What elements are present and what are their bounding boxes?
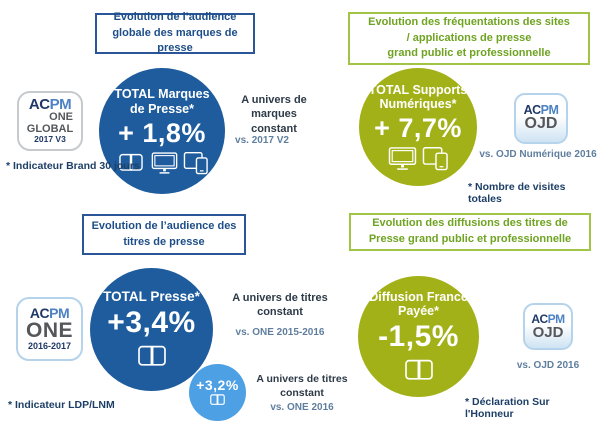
header-frequentations-sites <box>348 12 590 65</box>
kpi-title-line: Payée* <box>397 304 439 319</box>
header-audience-marques <box>95 10 255 55</box>
tablet-phone-icon <box>183 151 209 175</box>
aside-line: A univers de titres <box>256 373 348 385</box>
header-line: Evolution de l’audience des <box>91 219 237 232</box>
monitor-icon <box>151 151 178 175</box>
kpi-title <box>369 83 468 113</box>
header-line: Presse grand public et professionnelle <box>368 233 572 245</box>
header-line: Evolution de l’audience <box>113 10 237 23</box>
acpm-ojd-logo <box>523 303 573 350</box>
vs-ojd-numerique-2016: vs. OJD Numérique 2016 <box>479 149 597 160</box>
acpm-wordmark <box>531 313 564 325</box>
kpi-value: +3,2% <box>196 376 239 393</box>
acpm-pm: PM <box>547 311 565 326</box>
footnote-declaration-honneur: * Déclaration Sur l'Honneur <box>465 396 550 420</box>
kpi-value: + 1,8% <box>118 117 206 148</box>
header-line: / applications de presse <box>406 31 532 44</box>
kpi-title-line: TOTAL Marques <box>114 87 210 102</box>
acpm-ac: AC <box>531 311 548 326</box>
open-book-icon <box>401 357 437 384</box>
aside-line: A univers de marques <box>241 94 307 121</box>
acpm-pm: PM <box>49 96 72 114</box>
kpi-circle-total-marques <box>99 68 225 194</box>
logo-ojd: OJD <box>524 115 558 133</box>
kpi-value: -1,5% <box>378 320 459 353</box>
acpm-wordmark <box>29 97 71 112</box>
logo-one: ONE <box>25 319 73 343</box>
acpm-one-logo <box>16 297 83 361</box>
logo-2016-2017: 2016-2017 <box>27 341 72 352</box>
kpi-title-line: de Presse* <box>130 101 194 116</box>
acpm-one-global-logo <box>17 91 83 151</box>
vs-one-2016: vs. ONE 2016 <box>270 402 334 413</box>
logo-global: GLOBAL <box>26 122 74 135</box>
vs-one-2015-2016: vs. ONE 2015-2016 <box>235 327 325 338</box>
vs-ojd-2016: vs. OJD 2016 <box>516 360 580 371</box>
header-line: grand public et professionnelle <box>387 47 551 60</box>
kpi-value: + 7,7% <box>374 113 462 144</box>
tablet-phone-icon <box>422 146 449 171</box>
header-diffusions-titres <box>349 213 591 251</box>
footnote-visites-totales: * Nombre de visites totales <box>468 181 566 205</box>
acpm-ac: AC <box>523 102 541 117</box>
kpi-circle-presse-32 <box>189 364 246 421</box>
aside-univers-titres-small <box>252 373 352 400</box>
aside-line: A univers de titres <box>232 292 328 304</box>
open-book-icon <box>208 393 227 407</box>
footnote-ldp-lnm: * Indicateur LDP/LNM <box>8 399 115 411</box>
kpi-title <box>369 290 468 320</box>
acpm-ac: AC <box>28 96 50 114</box>
aside-line: constant <box>251 122 297 135</box>
aside-line: constant <box>280 386 324 399</box>
header-audience-titres <box>82 214 246 255</box>
logo-one: ONE <box>49 111 73 124</box>
kpi-circle-total-presse <box>90 268 213 391</box>
header-line: Evolution des fréquentations des sites <box>368 15 570 28</box>
footnote-brand-30-jours: * Indicateur Brand 30 jours <box>6 160 140 172</box>
acpm-wordmark <box>30 306 69 320</box>
header-line: globale des marques de presse <box>112 26 238 55</box>
monitor-icon <box>388 146 417 171</box>
aside-univers-marques <box>222 93 326 136</box>
acpm-pm: PM <box>540 102 559 117</box>
kpi-title: TOTAL Presse* <box>103 289 200 305</box>
acpm-pm: PM <box>49 305 70 322</box>
kpi-circle-supports-numeriques <box>359 68 477 186</box>
media-icons <box>401 357 437 384</box>
acpm-ac: AC <box>29 305 50 322</box>
header-line: Evolution des diffusions des titres de <box>372 217 568 230</box>
kpi-value: +3,4% <box>107 306 196 340</box>
kpi-circle-diffusion-france <box>358 276 479 397</box>
header-line: titres de presse <box>123 235 205 248</box>
media-icons <box>388 146 449 171</box>
acpm-ojd-logo <box>514 93 568 144</box>
media-icons <box>208 393 227 407</box>
vs-2017-v2: vs. 2017 V2 <box>235 135 289 146</box>
kpi-title-line: TOTAL Supports <box>368 82 468 97</box>
logo-ojd: OJD <box>532 323 564 341</box>
kpi-title <box>114 87 209 117</box>
open-book-icon <box>134 343 170 370</box>
kpi-title-line: Numériques* <box>379 97 457 112</box>
aside-line: constant <box>257 306 303 319</box>
media-icons <box>134 343 170 370</box>
aside-univers-titres <box>226 291 334 320</box>
logo-2017v3: 2017 V3 <box>34 134 66 145</box>
kpi-title-line: Diffusion France <box>369 289 468 304</box>
